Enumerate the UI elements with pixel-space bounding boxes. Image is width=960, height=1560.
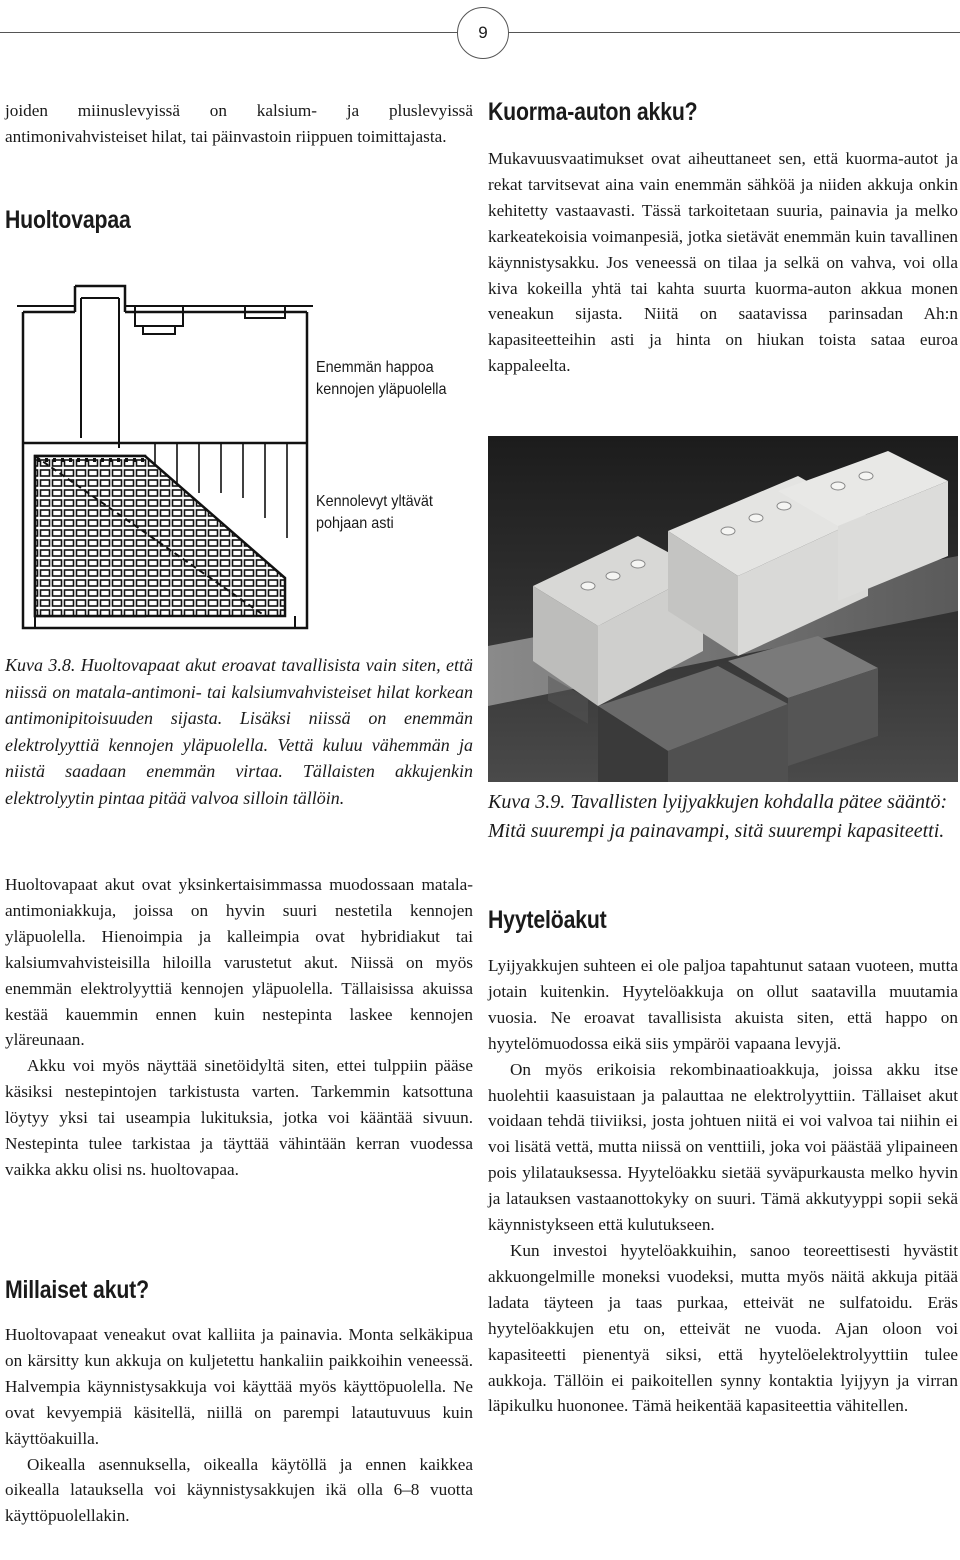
figure-3-8-caption: Kuva 3.8. Huoltovapaat akut eroavat tavallisista vain siten, että niissä on matala-antimoni- tai kalsiumvahvisteiset hilat korkean antimonipitoisuuden sijasta. Lisäksi niissä on enemmän elektrolyyttiä kennojen yläpuolella. Vettä kuluu vähemmän ja niistä saadaan enemmän virtaa. Tällaisten akkujenkin elektrolyytin pintaa pitää valvoa silloin tällöin. — [5, 655, 473, 808]
battery-cross-section-diagram — [15, 278, 315, 638]
left-paragraph-3: Huoltovapaat veneakut ovat kalliita ja painavia. Monta selkäkipua on kärsitty kun akkuja on kuljetettu hankaliin paikkoihin veneessä. Halvempia käynnistysakkuja voi käyttää myös käyttöpuolella. Ne ovat kevyempiä käsitellä, niillä on parempi latautuvuus kuin käyttöakuilla. — [5, 1325, 473, 1448]
right-paragraph-3: On myös erikoisia rekombinaatioakkuja, joissa akku itse huolehtii kaasuistaan ja palauttaa ne elektrolyyttiin. Tällaiset akut voidaan tehdä tiiviiksi, josta johtuen niitä ei voi valvoa tai niihin ei voi lisätä vettä, mutta niissä on venttiili, joka voi päästää ylipaineen pois ylilatauksessa. Hyytelöakku sietää syväpurkausta melko hyvin ja latauksen vastaanottokyky on suuri. Tämä akkutyyppi sopii sekä käynnistykseen että kulutukseen. — [488, 1059, 958, 1235]
left-intro-paragraph: joiden miinuslevyissä on kalsium- ja pluslevyissä antimonivahvisteiset hilat, tai päinvastoin riippuen toimittajasta. — [5, 101, 473, 146]
truck-batteries-photo — [488, 436, 958, 782]
heading-kuorma-auton-akku: Kuorma-auton akku? — [488, 98, 698, 126]
heading-millaiset-akut: Millaiset akut? — [5, 1276, 149, 1304]
left-paragraph-1: Huoltovapaat akut ovat yksinkertaisimmassa muodossaan matala-antimoniakkuja, joissa on hyvin suuri nestetila kennojen yläpuolella. Hienoimpia ja kalleimpia ovat hybridiakut tai kalsiumvahvisteisilla hiloilla varustetut akut. Niissä on myös enemmän elektrolyyttiä kennojen yläpuolella. Tällaisissa akuissa kestää kauemmin ennen kuin nestepinta laskee kennojen yläreunaan. — [5, 875, 473, 1050]
right-paragraph-1: Mukavuusvaatimukset ovat aiheuttaneet sen, että kuorma-autot ja rekat tarvitsevat aina vain enemmän sähköä ja niiden akkuja onkin kehitetty vastaavasti. Tässä tarkoitetaan suuria, painavia ja melko karkeatekoisia voimanpesiä, jotka sietävät enemmän kuin tavallinen käynnistysakku. Jos veneessä on tilaa ja selkä on vahva, voi olla kiva kokeilla yhtä tai kahta suurta kuorma-auton akkua monen veneakun sijasta. Niitä on saatavissa parinsadan Ah:n kapasiteetteihin asti ja hinta on hiukan toista sataa euroa kappaleelta. — [488, 149, 958, 376]
right-paragraph-2: Lyijyakkujen suhteen ei ole paljoa tapahtunut sataan vuoteen, mutta jotain kuitenkin. Hyytelöakkuja on ollut saatavilla muutamia vuosia. Ne eroavat tavallisista akuista siten, että happo on hyytelömuodossa eikä siis ympäröi vapaana levyjä. — [488, 956, 958, 1053]
label-more-acid: Enemmän happoa kennojen yläpuolella — [316, 359, 447, 398]
right-paragraph-4: Kun investoi hyytelöakkuihin, sanoo teoreettisesti hyvästit akkuongelmille moneksi vuodeksi, mutta myös näitä akkuja pitää ladata täyteen ja taas purkaa, etteivät ne sulfatoidu. Eräs hyytelöakkujen etu on, etteivät ne vuoda. Ajan oloon voi kapasiteetti pienentyä siksi, että hyytelöelektrolyyttiin tulee aukkoja. Tällöin ei paikoitellen synny kontaktia lyijyyn ja virran läpikulku huononee. Tämä heikentää kapasiteettia vähitellen. — [488, 1240, 958, 1416]
label-plates-reach-bottom: Kennolevyt yltävät pohjaan asti — [316, 493, 433, 532]
left-paragraph-4: Oikealla asennuksella, oikealla käytöllä ja ennen kaikkea oikealla latauksella voi käynnistysakkujen ikä olla 6–8 vuotta käyttöpuolellakin. — [5, 1454, 473, 1526]
figure-3-9-caption: Kuva 3.9. Tavallisten lyijyakkujen kohdalla pätee sääntö: Mitä suurempi ja painavampi, sitä suurempi kapasiteetti. — [488, 791, 948, 842]
heading-huoltovapaa: Huoltovapaa — [5, 206, 131, 234]
heading-hyytelöakut: Hyytelöakut — [488, 906, 607, 934]
page-number: 9 — [457, 7, 509, 59]
left-paragraph-2: Akku voi myös näyttää sinetöidyltä siten, ettei tulppiin pääse käsiksi nestepintojen tarkistusta varten. Tarkemmin katsottuna löytyy yksi tai useampia lukituksia, jotka voi kääntää sivuun. Nestepinta tulee tarkistaa ja täyttää vähintään kerran vuodessa vaikka akku olisi ns. huoltovapaa. — [5, 1056, 473, 1179]
